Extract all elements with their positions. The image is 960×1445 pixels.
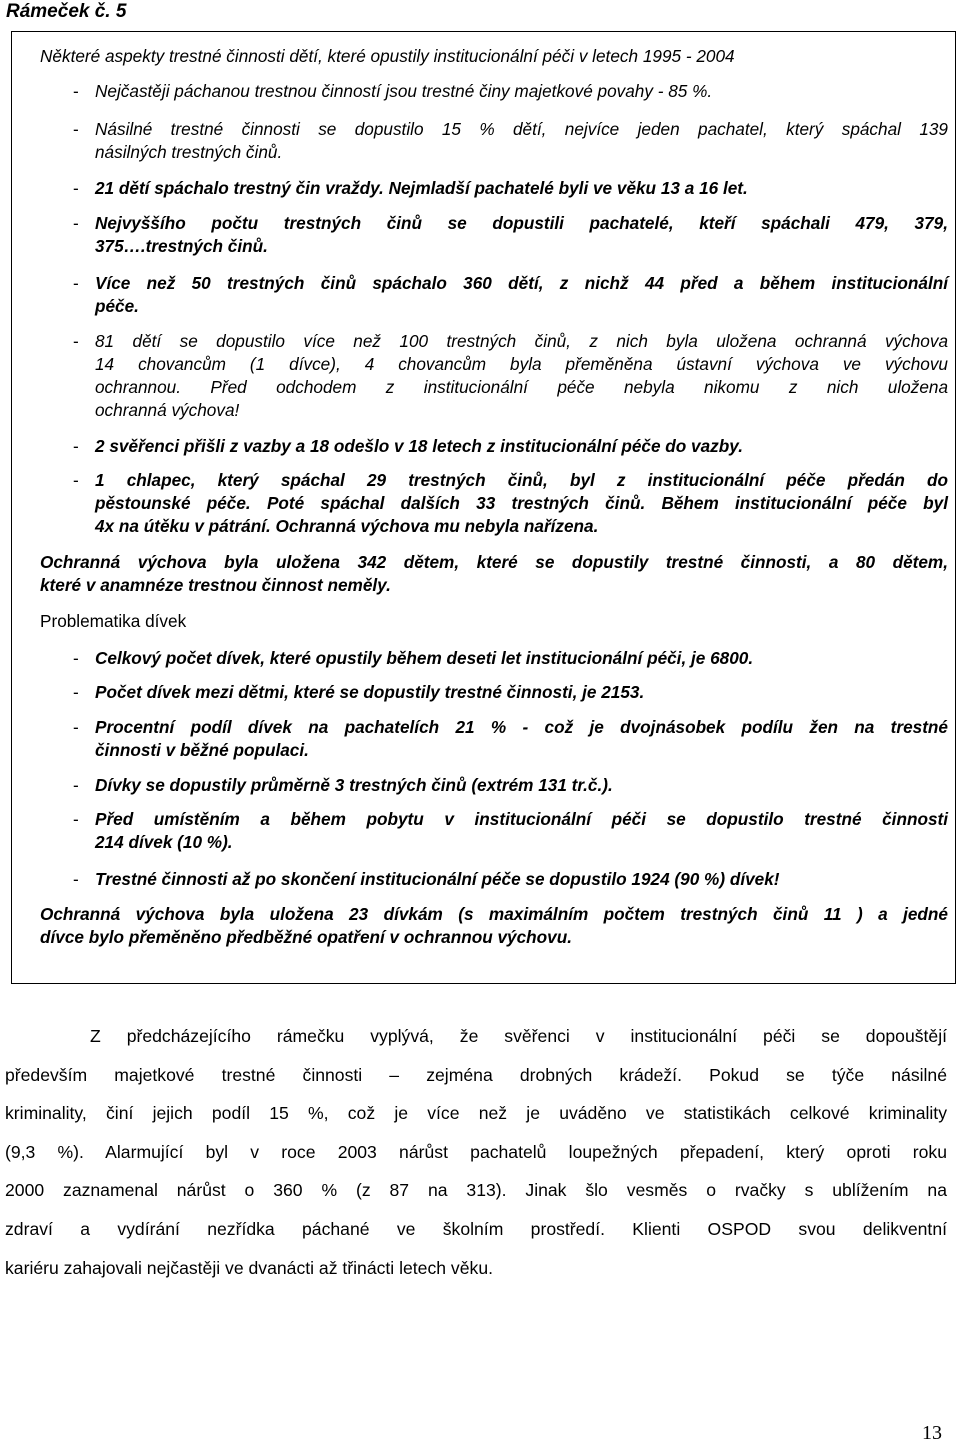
list-dash: -: [73, 436, 79, 456]
list-item: Před umístěním a během pobytu v institucionální péči se dopustilo trestné činnosti 214 dívek (10 %).: [95, 809, 948, 852]
list-item: Procentní podíl dívek na pachatelích 21 % - což je dvojnásobek podílu žen na trestné činnosti v běžné populaci.: [95, 717, 948, 760]
list-item: Dívky se dopustily průměrně 3 trestných činů (extrém 131 tr.č.).: [95, 775, 613, 795]
list-dash: -: [73, 682, 79, 702]
list-item: Násilné trestné činnosti se dopustilo 15 % dětí, nejvíce jeden pachatel, který spáchal 139 násilných trestných činů.: [95, 119, 948, 162]
list-item: Trestné činnosti až po skončení institucionální péče se dopustilo 1924 (90 %) dívek!: [95, 869, 780, 889]
list-dash: -: [73, 81, 79, 101]
list-dash: -: [73, 775, 79, 795]
list-item: Nejčastěji páchanou trestnou činností jsou trestné činy majetkové povahy - 85 %.: [95, 81, 713, 101]
list-item: Počet dívek mezi dětmi, které se dopustily trestné činnosti, je 2153.: [95, 682, 645, 702]
list-item: Nejvyššího počtu trestných činů se dopustili pachatelé, kteří spáchali 479, 379, 375….trestných činů.: [95, 213, 948, 256]
box-summary-1: Ochranná výchova byla uložena 342 dětem, které se dopustily trestné činnosti, a 80 dětem, které v anamnéze trestnou činnost neměly.: [40, 552, 948, 595]
list-item: 1 chlapec, který spáchal 29 trestných činů, byl z institucionální péče předán do pěstounské péče. Poté spáchal dalších 33 trestných činů. Během institucionální péče byl 4x na útěku v pátrání. Ochranná výchova mu nebyla nařízena.: [95, 470, 948, 536]
list-dash: -: [73, 869, 79, 889]
list-dash: -: [73, 809, 79, 829]
list-dash: -: [73, 331, 79, 351]
page-number: 13: [922, 1422, 942, 1444]
list-dash: -: [73, 178, 79, 198]
list-dash: -: [73, 717, 79, 737]
list-dash: -: [73, 273, 79, 293]
list-item: 2 svěřenci přišli z vazby a 18 odešlo v 18 letech z institucionální péče do vazby.: [95, 436, 743, 456]
list-item: Celkový počet dívek, které opustily během deseti let institucionální péči, je 6800.: [95, 648, 754, 668]
list-dash: -: [73, 648, 79, 668]
list-dash: -: [73, 119, 79, 139]
list-item: 81 dětí se dopustilo více než 100 trestných činů, z nich byla uložena ochranná výchova 14 chovancům (1 dívce), 4 chovancům byla přeměněna ústavní výchova ve výchovu ochrannou. Před odchodem z institucionální péče nebyla nikomu z nich uložena ochranná výchova!: [95, 331, 948, 420]
box-heading: Některé aspekty trestné činnosti dětí, které opustily institucionální péči v letech 1995 - 2004: [40, 46, 735, 66]
body-paragraph: Z předcházejícího rámečku vyplývá, že svěřenci v institucionální péči se dopouštějí především majetkové trestné činnosti – zejména drobných krádeží. Pokud se týče násilné kriminality, činí jejich podíl 15 %, což je více než je uváděno ve statistikách celkové kriminality (9,3 %). Alarmující byl v roce 2003 nárůst pachatelů loupežných přepadení, který oproti roku 2000 zaznamenal nárůst o 360 % (z 87 na 313). Jinak šlo vesměs o rvačky s ublížením na zdraví a vydírání nezřídka páchané ve školním prostředí. Klienti OSPOD svou delikventní kariéru zahajovali nejčastěji ve dvanácti až třinácti letech věku.: [5, 1026, 947, 1278]
box-summary-2: Ochranná výchova byla uložena 23 dívkám (s maximálním počtem trestných činů 11 ) a jedné dívce bylo přeměněno předběžné opatření v ochrannou výchovu.: [40, 904, 948, 947]
box-subheading: Problematika dívek: [40, 611, 187, 631]
list-item: 21 dětí spáchalo trestný čin vraždy. Nejmladší pachatelé byli ve věku 13 a 16 let.: [95, 178, 748, 198]
box-caption: Rámeček č. 5: [6, 1, 127, 22]
list-dash: -: [73, 470, 79, 490]
list-item: Více než 50 trestných činů spáchalo 360 dětí, z nichž 44 před a během institucionální péče.: [95, 273, 948, 316]
list-dash: -: [73, 213, 79, 233]
